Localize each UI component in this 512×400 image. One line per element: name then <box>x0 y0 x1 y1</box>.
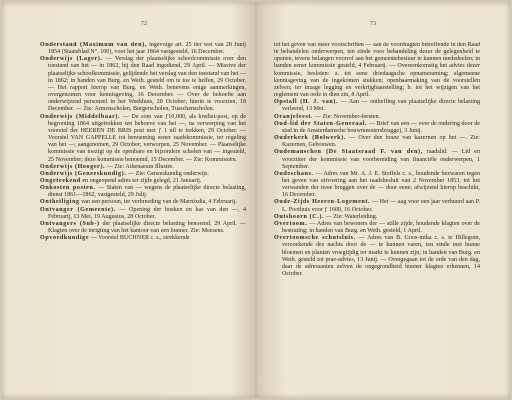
entry-headword: Oudeschans. <box>274 170 314 177</box>
index-entry <box>274 114 480 121</box>
entry-headword: Opstall (H. J. van). <box>274 99 339 106</box>
left-page-text <box>40 42 246 382</box>
entry-headword: Opvoedkundige <box>40 235 90 242</box>
entry-text: — Staten van — wegens de plaatselijke directe belasting, dienst 1861—1862, vastgesteld, 29 Julij. <box>48 185 246 199</box>
entry-text: — Adres van B. Goos-mika c. s. te Hillegom, verzoekende des nachts door de — te kunnen varen, ten einde met hunne bloemen en planten vroegtijdig ter markt te kunnen zijn; in handen van Burg. en Weth. gesteld tot prae-advies, 13 Junij. — Overgegaan tot de orde van den dag, daar de adressanten zelven de ongegrondheid hunner klagten erkennen, 14 October. <box>282 235 480 277</box>
entry-headword: Outshoorn (C.). <box>274 213 325 220</box>
entry-headword: Onderwijs (Geneeskundig). <box>40 170 127 177</box>
entry-headword: Ontheiliging <box>40 199 80 206</box>
page-number-left: 72 <box>140 20 148 27</box>
entry-headword: Onderwijs (Hooger). <box>40 163 106 170</box>
index-entry <box>40 56 246 113</box>
index-entry-continued <box>274 42 480 99</box>
entry-headword: Overtoom. <box>274 220 308 227</box>
entry-text: raadslid. — Lid en voorzitter der kommissie van voorbereiding van financiële onderwerpen, 1 September. <box>282 149 480 170</box>
index-entry <box>40 207 246 221</box>
index-entry <box>274 149 480 170</box>
entry-text: — Adres van Mr. A. J. E. Stoffels c. s., houdende bezwaren tegen het geven van uitvoering aan het raadsbesluit van 2 November 1853, tot het verwanden der twee bruggen over de — door eene; afwijzend hierop beschikt, 16 December. <box>282 170 480 199</box>
index-entry <box>40 171 246 178</box>
entry-text: der plaatselijke directe belasting benoemd, 29 April. — Klagten over de inrigting van het kantoor van een hunner. Zie: Meesens. <box>48 220 246 235</box>
index-entry <box>40 178 246 185</box>
index-entry <box>274 214 480 221</box>
index-entry <box>274 235 480 278</box>
entry-headword: Onderstand (Maximum van den), <box>40 42 147 48</box>
entry-text: — Brief van een — over de oudering door de stad in de Amsterdamsche bouwmeestersbrugge), 3 Junij. <box>282 120 480 134</box>
entry-text: — Zie: November-feesten. <box>314 113 381 120</box>
entry-text: van een persoon, ter verbreeding van de Marnixdia, 4 Februarij. <box>81 199 237 206</box>
entry-text: — Adres van bewoners der — stille zijde, houdende klagten over de bestrating; in handen van Burg. en Weth. gesteld, 1 April. <box>282 220 480 235</box>
entry-text: — De som van ƒ10,000, als krediet-post, op de begrooting 1864 uitgetrokken ten behoeve van het —, na verwerping van het voorstel der HEEREN DE BRIS post met ƒ 1 nil te trekken, 29 October. — Voorstel VAN GAPPELLE tot benoeming eener raadskommissie, ter regeling van het —; aangenomen, 29 October; verworpen, 25 November. — Plaatselijke kommissie van toezigt op de openbare en bijzondere scholen van — ingesteld, 25 November; deze kommissie benoemd, 15 December. — Zie: Kommissiën. <box>48 113 246 163</box>
entry-headword: Ontvangers (Sub-) <box>40 220 100 227</box>
entry-headword: Ontvanger (Gemeente). <box>40 206 116 213</box>
entry-headword: Oudemanschen (De Staatsraad F. van den), <box>274 149 423 156</box>
index-entry <box>40 235 246 242</box>
entry-text: — Opening der boeken en kas van den —, 4 Februarij, 13 Mei, 19 Augustus, 28 October. <box>48 206 246 220</box>
entry-headword: Onderwijs (Middelbaar). <box>40 113 121 120</box>
entry-text: — Het — aag voor een jaar verhuurd aan P. L. Poothuis voor ƒ 1600, 16 October. <box>282 199 480 213</box>
entry-headword: Oude-Zijds Heeren-Logement. <box>274 199 371 206</box>
entry-text: — Zie: Geneeskundig onderwijs. <box>127 170 209 177</box>
entry-text: — Zie: Athenaeum Illustre. <box>106 163 174 170</box>
entry-text: — Zie: Waterleiding. <box>325 213 378 220</box>
entry-headword: Overtoomsche schutsluis. <box>274 235 356 242</box>
index-entry <box>274 135 480 149</box>
entry-headword: Onderwijs (Lager). <box>40 56 103 63</box>
entry-headword: Oranjefeest. <box>274 113 314 120</box>
entry-headword: Ongeteekend <box>40 177 81 184</box>
page-number-right: 73 <box>369 20 377 27</box>
index-entry <box>40 221 246 235</box>
right-page-text <box>274 42 480 382</box>
entry-text: — Aan — ontheffing van plaatselijke directe belasting verleend, 13 Mei. <box>282 99 480 113</box>
entry-text: — Over den bouw van kazernen op het —. Zie: Kazernen, Gebouwen. <box>282 135 480 149</box>
index-entry <box>274 121 480 135</box>
index-entry <box>274 221 480 235</box>
entry-headword: Oud-lid der Staten-Generaal. <box>274 120 368 127</box>
index-entry <box>40 185 246 199</box>
index-entry <box>40 199 246 206</box>
index-entry <box>274 99 480 113</box>
entry-text: ingevolge art. 25 der wet van 28 Junij 1854 (Staatsblad N°. 100), voor het jaar 1864 vastgesteld, 16 December. <box>48 42 246 56</box>
entry-headword: Ouderkerk (Bolwerk). <box>274 135 346 142</box>
index-entry <box>40 42 246 56</box>
entry-headword: Onkosten posten. <box>40 185 96 192</box>
entry-text: — Verslag der plaatselijke schoolcommissie over den toestand van het — in 1862, bij den Raad ingediend, 29 April. — Missive der plaatselijke schoolkommissie, gelijdende het verslag van den toestand van het — in 1862; in handen van Burg. en Weth. gesteld om te toe te helfen, 29 October. — Het rapport hierop van Burg. en Weth. benevens enige aanmerkingen, overgenomen voor kennisgeving, 16 December. — Over de behoefte aan onderwijzend personeel in het Weekhuis, 28 October; hierin is voorzien, 18 December. — Zie: Armenscholen, Burgerscholen, Tusschenscholen. <box>48 56 246 113</box>
entry-text: — Voorstel BUCHNER c. s., strekkende <box>90 235 190 242</box>
book-spread <box>2 2 510 398</box>
entry-text: en ongeopend adres ter zijde gelegd, 21 Januarij. <box>82 177 202 184</box>
index-entry <box>40 164 246 171</box>
index-entry <box>40 114 246 164</box>
index-entry <box>274 171 480 200</box>
entry-text: tot het geven van meer voorschriften — aan de voordragten betreffende in den Raad te behandelen onderwerpen, ten einde voor behandeling dezer de gelegenheid te openen, tevens belangen voorrof aan het gemeentebestuur te kunnen mededeelen; in handen eener kommissie gesteld, 4 Februarij. — Overeenkomstig het advies dezer kommissie, besloten: a. tot eene driedaagsche opnameraming; algemeene kennisgeving van de ingekomen stukken; openbaarmaking van de voorstellen zelven; ter inzage legging en verkrijgbaarstelling; b. tot het wijzigen van het reglement van orde in dien zin, 8 April. <box>274 42 480 99</box>
index-entry <box>274 199 480 213</box>
